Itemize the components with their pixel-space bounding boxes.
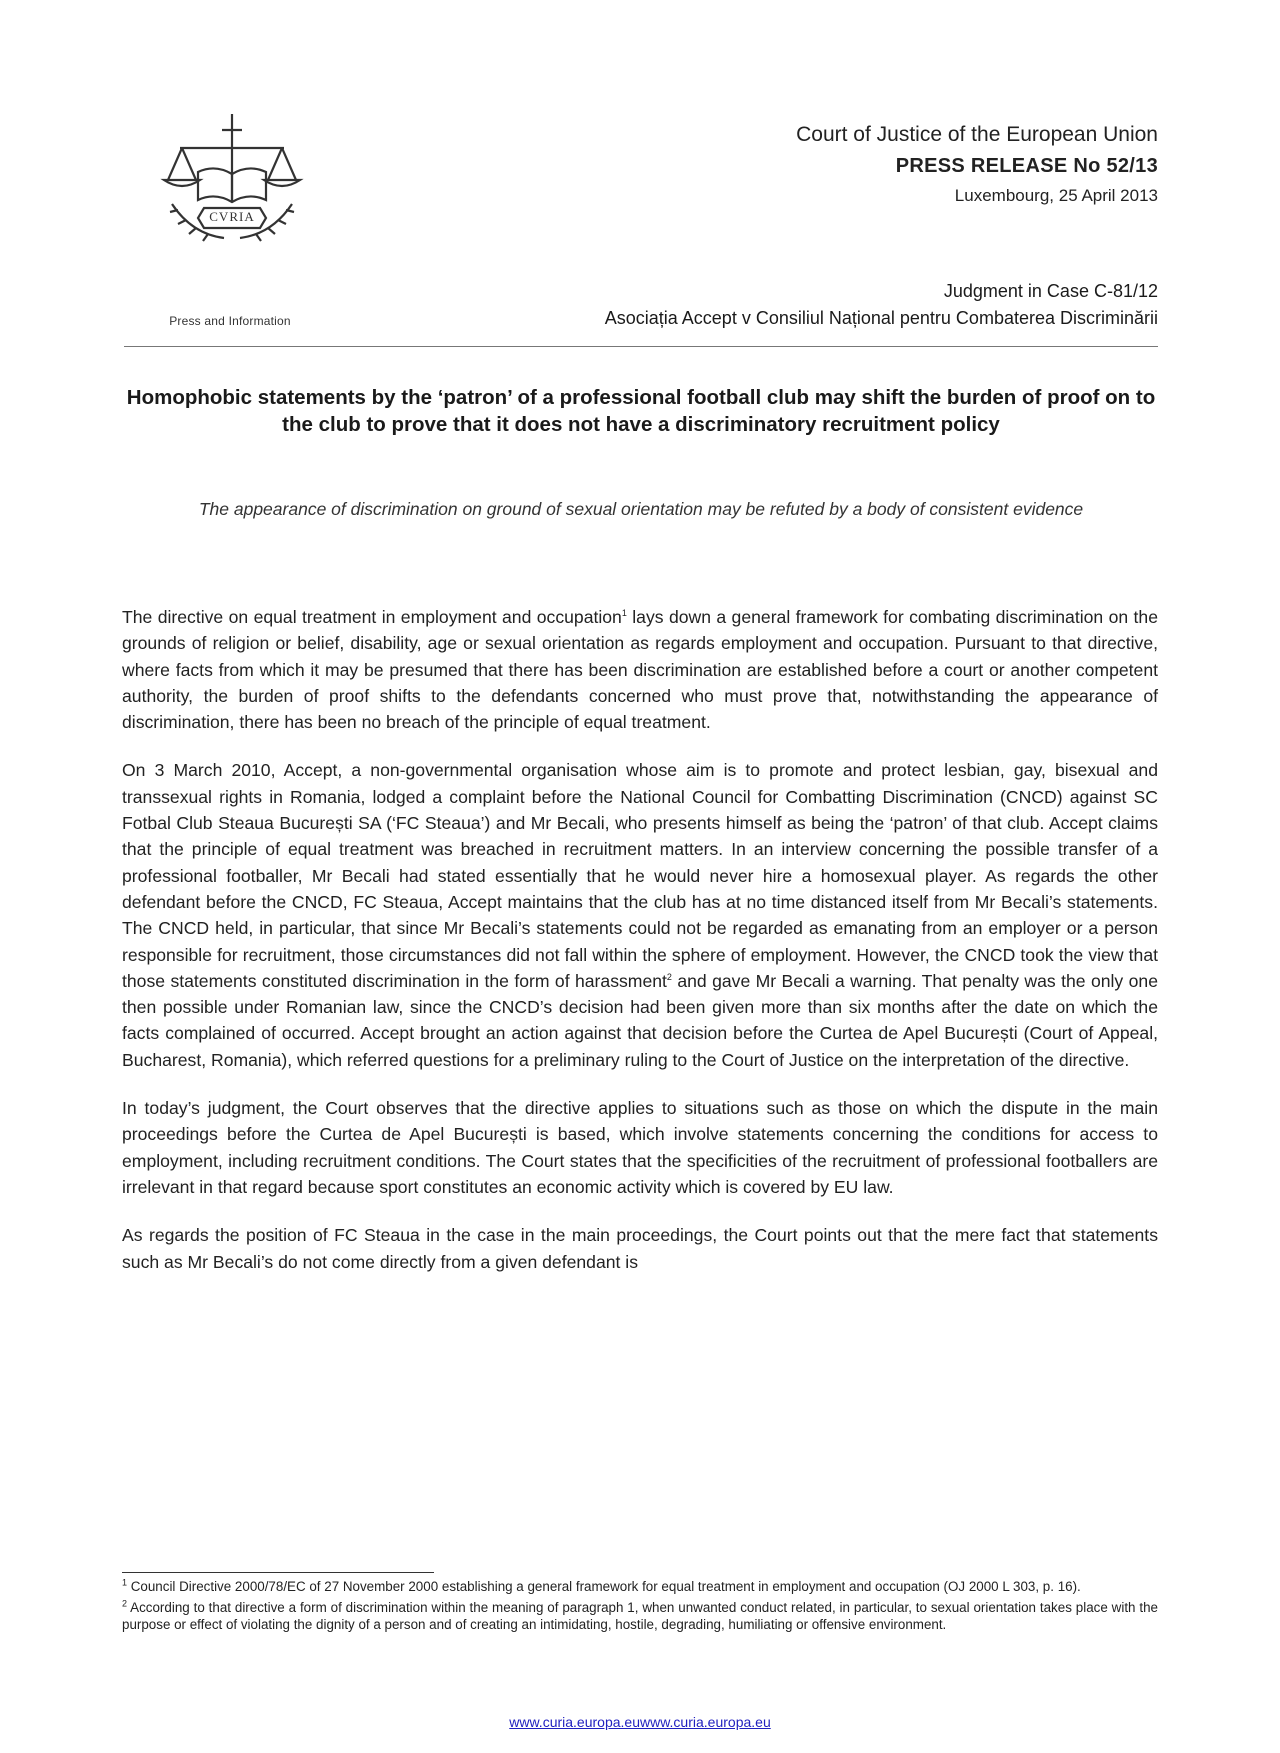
website-link[interactable]: www.curia.europa.euwww.curia.europa.eu	[509, 1714, 771, 1730]
place-and-date: Luxembourg, 25 April 2013	[954, 186, 1158, 205]
paragraph-1: The directive on equal treatment in employment and occupation$^1$ lays down a general framework for combating discrimination on the grounds of religion or belief, disability, age or sexual orientation as regards employment and occupation. Pursuant to that directive, where facts from which it may be presumed that there has been discrimination are established before a court or another competent authority, the burden of proof shifts to the defendants concerned who must prove that, notwithstanding the appearance of discrimination, there has been no breach of the principle of equal treatment.	[122, 607, 1158, 733]
footnote-1: $^1$ Council Directive 2000/78/EC of 27 November 2000 establishing a general framework for equal treatment in employment and occupation (OJ 2000 L 303, p. 16).	[122, 1577, 1081, 1594]
press-and-information-label: Press and Information	[169, 314, 291, 328]
footnotes	[122, 1578, 1158, 1637]
case-reference	[605, 278, 1158, 332]
footnote-divider	[122, 1572, 434, 1573]
header-divider	[124, 346, 1158, 347]
footnote-ref-1[interactable]: 1	[621, 608, 627, 619]
court-name: Court of Justice of the European Union	[796, 123, 1158, 146]
logo-text: CVRIA	[209, 209, 255, 224]
footnote-2: $^2$ According to that directive a form of discrimination within the meaning of paragraph 1, when unwanted conduct related, in particular, to sexual orientation takes place with the purpose or effect of violating the dignity of a person and of creating an intimidating, hostile, degrading, humiliating or offensive environment.	[122, 1598, 1158, 1632]
scales-of-justice-icon	[152, 108, 312, 258]
paragraph-4: As regards the position of FC Steaua in the case in the main proceedings, the Court points out that the mere fact that statements such as Mr Becali’s do not come directly from a given defendant is	[122, 1225, 1158, 1272]
court-header	[796, 120, 1158, 210]
case-number: Judgment in Case C-81/12	[943, 281, 1158, 301]
body-text	[122, 604, 1158, 1297]
footnote-ref-2[interactable]: 2	[666, 972, 672, 982]
paragraph-2: On 3 March 2010, Accept, a non-governmental organisation whose aim is to promote and protect lesbian, gay, bisexual and transsexual rights in Romania, lodged a complaint before the National Council for Combatting Discrimination (CNCD) against SC Fotbal Club Steaua București SA (‘FC Steaua’) and Mr Becali, who presents himself as being the ‘patron’ of that club. Accept claims that the principle of equal treatment was breached in recruitment matters. In an interview concerning the possible transfer of a professional footballer, Mr Becali had stated essentially that he would never hire a homosexual player. As regards the other defendant before the CNCD, FC Steaua, Accept maintains that the club has at no time distanced itself from Mr Becali’s statements. The CNCD held, in particular, that since Mr Becali’s statements could not be regarded as emanating from an employer or a person responsible for recruitment, those circumstances did not fall within the sphere of employment. However, the CNCD took the view that those statements constituted discrimination in the form of harassment$^2$ and gave Mr Becali a warning. That penalty was the only one then possible under Romanian law, since the CNCD’s decision had been given more than six months after the date on which the facts complained of occurred. Accept brought an action against that decision before the Curtea de Apel București (Court of Appeal, Bucharest, Romania), which referred questions for a preliminary ruling to the Court of Justice on the interpretation of the directive.	[122, 760, 1158, 1070]
curia-logo	[152, 108, 312, 258]
subheadline: The appearance of discrimination on ground of sexual orientation may be refuted by a body of consistent evidence	[198, 499, 1084, 519]
case-parties: Asociația Accept v Consiliul Național pentru Combaterea Discriminării	[604, 308, 1158, 328]
paragraph-3: In today’s judgment, the Court observes that the directive applies to situations such as those on which the dispute in the main proceedings before the Curtea de Apel București is based, which involve statements concerning the conditions for access to employment, including recruitment conditions. The Court states that the specificities of the recruitment of professional footballers are irrelevant in that regard because sport constitutes an economic activity which is covered by EU law.	[122, 1098, 1158, 1197]
headline: Homophobic statements by the ‘patron’ of a professional football club may shift the burden of proof on to the club to prove that it does not have a discriminatory recruitment policy	[126, 386, 1156, 436]
press-release-number: PRESS RELEASE No 52/13	[895, 155, 1158, 177]
